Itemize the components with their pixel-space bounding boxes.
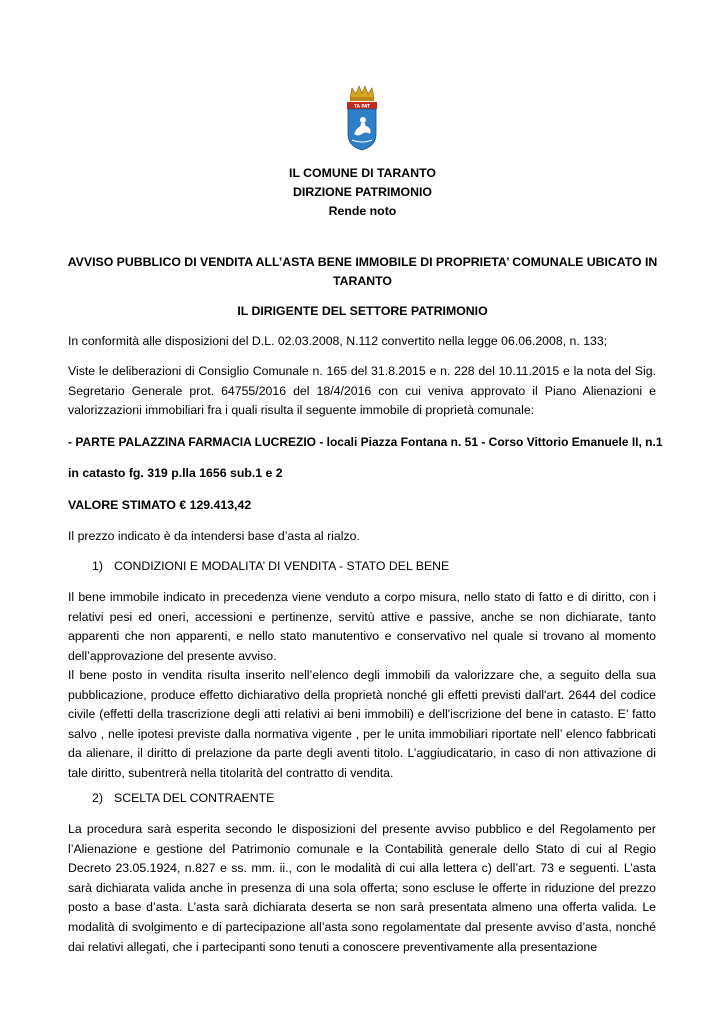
header-department: DIRZIONE PATRIMONIO — [293, 185, 432, 199]
section-2-heading — [92, 789, 274, 808]
intro-paragraph: In conformità alle disposizioni del D.L. 02.03.2008, N.112 convertito nella legge 06.06.2008, n. 133; — [68, 334, 608, 348]
section-2-number: 2) — [92, 791, 103, 805]
notice-title-line1: AVVISO PUBBLICO DI VENDITA ALL’ASTA BENE IMMOBILE DI PROPRIETA’ COMUNALE UBICATO IN — [67, 255, 658, 269]
section-1-paragraph-2: Il bene posto in vendita risulta inserito nell’elenco degli immobili da valorizzare che, a seguito della sua pubblicazione, produce effetto dichiarativo della proprietà nonché gli effetti previsti dall'art. 2644 del codice civile (effetti della trascrizione degli atti relativi ai beni immobili) e dell'iscrizione del bene in catasto. E’ fatto salvo , nelle ipotesi previste dalla normativa vigente , per le unita immobiliari riportate nell’ elenco fabbricati da alienare, il diritto di prelazione da parte degli aventi titolo. L’aggiudicatario, in caso di non attivazione di tale diritto, subentrerà nella titolarità del contratto di vendita. — [68, 668, 656, 780]
viste-paragraph: Viste le deliberazioni di Consiglio Comunale n. 165 del 31.8.2015 e n. 228 del 10.11.2015 e la nota del Sig. Segretario Generale prot. 64755/2016 del 18/4/2016 con cui veniva approvato il Piano Alienazioni e valorizzazioni immobiliari fra i quali risulta il seguente immobile di proprietà comunale: — [68, 364, 656, 418]
dirigente-heading: IL DIRIGENTE DEL SETTORE PATRIMONIO — [237, 304, 488, 318]
crest-banner-text: TA PAT — [354, 103, 370, 109]
section-1-title: CONDIZIONI E MODALITA’ DI VENDITA - STATO DEL BENE — [114, 559, 450, 573]
section-1-heading — [92, 557, 449, 576]
section-1-number: 1) — [92, 559, 103, 573]
header-rende-noto: Rende noto — [328, 204, 397, 218]
city-crest-logo — [342, 84, 382, 152]
prezzo-paragraph: Il prezzo indicato è da intendersi base d’asta al rialzo. — [68, 529, 360, 543]
section-2-paragraph-1: La procedura sarà esperita secondo le disposizioni del presente avviso pubblico e del Regolamento per l’Alienazione e gestione del Patrimonio comunale e la Contabilità generale dello Stato di cui al Regio Decreto 23.05.1924, n.827 e ss. mm. ii., con le modalità di cui alla lettera c) dell’art. 73 e seguenti. L’asta sarà dichiarata valida anche in presenza di una sola offerta; sono escluse le offerte in riduzione del prezzo posto a base d’asta. L’asta sarà dichiarata deserta se non sarà presentata almeno una offerta valida. Le modalità di svolgimento e di partecipazione all’asta sono regolamentate dal presente avviso d’asta, nonché dai relativi allegati, che i partecipanti sono tenuti a conoscere preventivamente alla presentazione — [68, 822, 656, 954]
property-catasto: in catasto fg. 319 p.lla 1656 sub.1 e 2 — [68, 466, 283, 480]
property-valore: VALORE STIMATO € 129.413,42 — [68, 498, 252, 512]
notice-title-line2: TARANTO — [333, 274, 392, 288]
property-name: - PARTE PALAZZINA FARMACIA LUCREZIO - locali Piazza Fontana n. 51 - Corso Vittorio Emanuele II, n.1 — [68, 435, 663, 449]
section-1-paragraph-1: Il bene immobile indicato in precedenza viene venduto a corpo misura, nello stato di fatto e di diritto, con i relativi pesi ed oneri, accessioni e pertinenze, servitù attive e passive, anche se non dichiarate, tanto apparenti che non apparenti, e nello stato manutentivo e conservativo nel quale si trovano al momento dell’approvazione del presente avviso. — [68, 590, 656, 663]
section-2-title: SCELTA DEL CONTRAENTE — [114, 791, 275, 805]
header-municipality: IL COMUNE DI TARANTO — [289, 166, 436, 180]
